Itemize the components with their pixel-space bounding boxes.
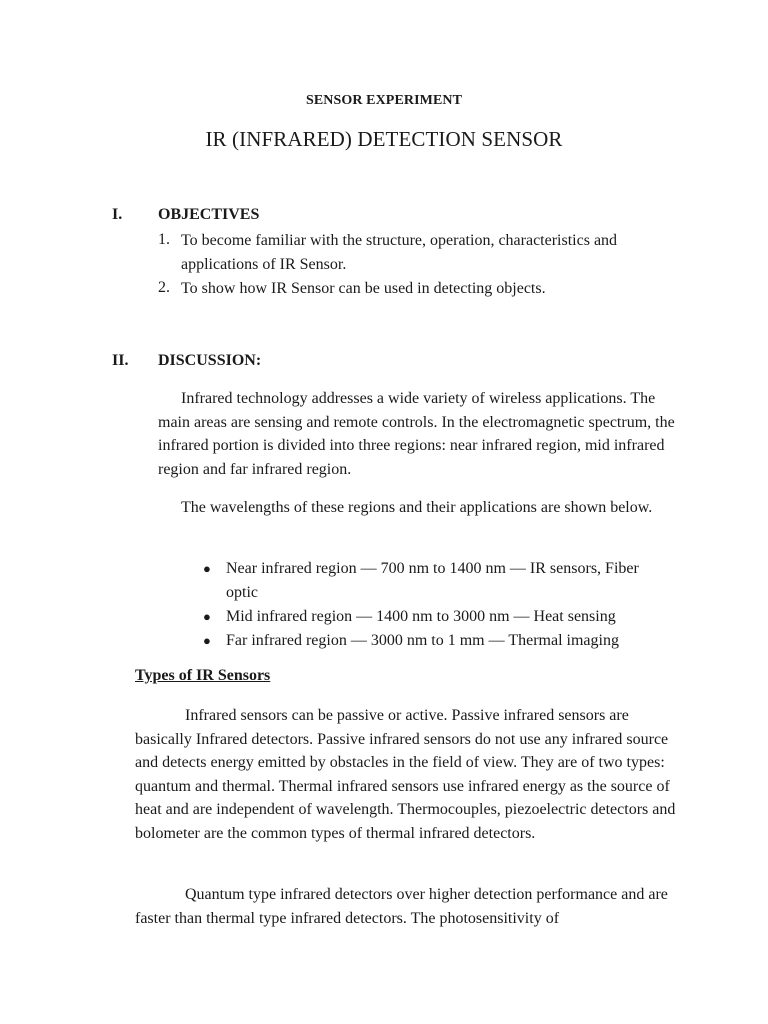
section-number-discussion: II. <box>112 352 129 369</box>
document-label: SENSOR EXPERIMENT <box>305 93 463 108</box>
bullet-icon: ● <box>203 609 211 624</box>
bullet-item: Near infrared region — 700 nm to 1400 nm — IR sensors, Fiber optic <box>226 560 639 601</box>
objective-item: To become familiar with the structure, operation, characteristics and applications of IR Sensor. <box>181 232 618 273</box>
objective-number: 2. <box>158 279 170 296</box>
section-heading-objectives: OBJECTIVES <box>158 206 260 223</box>
section-heading-discussion: DISCUSSION: <box>158 352 262 369</box>
section-number-objectives: I. <box>112 206 123 223</box>
bullet-item: Far infrared region — 3000 nm to 1 mm — Thermal imaging <box>226 632 619 649</box>
discussion-paragraph: The wavelengths of these regions and their applications are shown below. <box>181 499 653 516</box>
objective-item: To show how IR Sensor can be used in detecting objects. <box>181 280 546 297</box>
types-paragraph: Quantum type infrared detectors over higher detection performance and are faster than thermal type infrared detectors. The photosensitivity of <box>135 886 668 927</box>
discussion-paragraph: Infrared technology addresses a wide variety of wireless applications. The main areas are sensing and remote controls. In the electromagnetic spectrum, the infrared portion is divided into three regions: near infrared region, mid infrared region and far infrared region. <box>158 390 675 478</box>
bullet-icon: ● <box>203 561 211 576</box>
bullet-icon: ● <box>203 633 211 648</box>
types-paragraph: Infrared sensors can be passive or active. Passive infrared sensors are basically Infrared detectors. Passive infrared sensors do not use any infrared source and detects energy emitted by obstacles in the field of view. They are of two types: quantum and thermal. Thermal infrared sensors use infrared energy as the source of heat and are independent of wavelength. Thermocouples, piezoelectric detectors and bolometer are the common types of thermal infrared detectors. <box>135 707 676 842</box>
subheading-types-of-ir-sensors: Types of IR Sensors <box>135 667 271 684</box>
objective-number: 1. <box>158 231 170 248</box>
document-title: IR (INFRARED) DETECTION SENSOR <box>205 127 563 151</box>
bullet-item: Mid infrared region — 1400 nm to 3000 nm — Heat sensing <box>226 608 616 625</box>
